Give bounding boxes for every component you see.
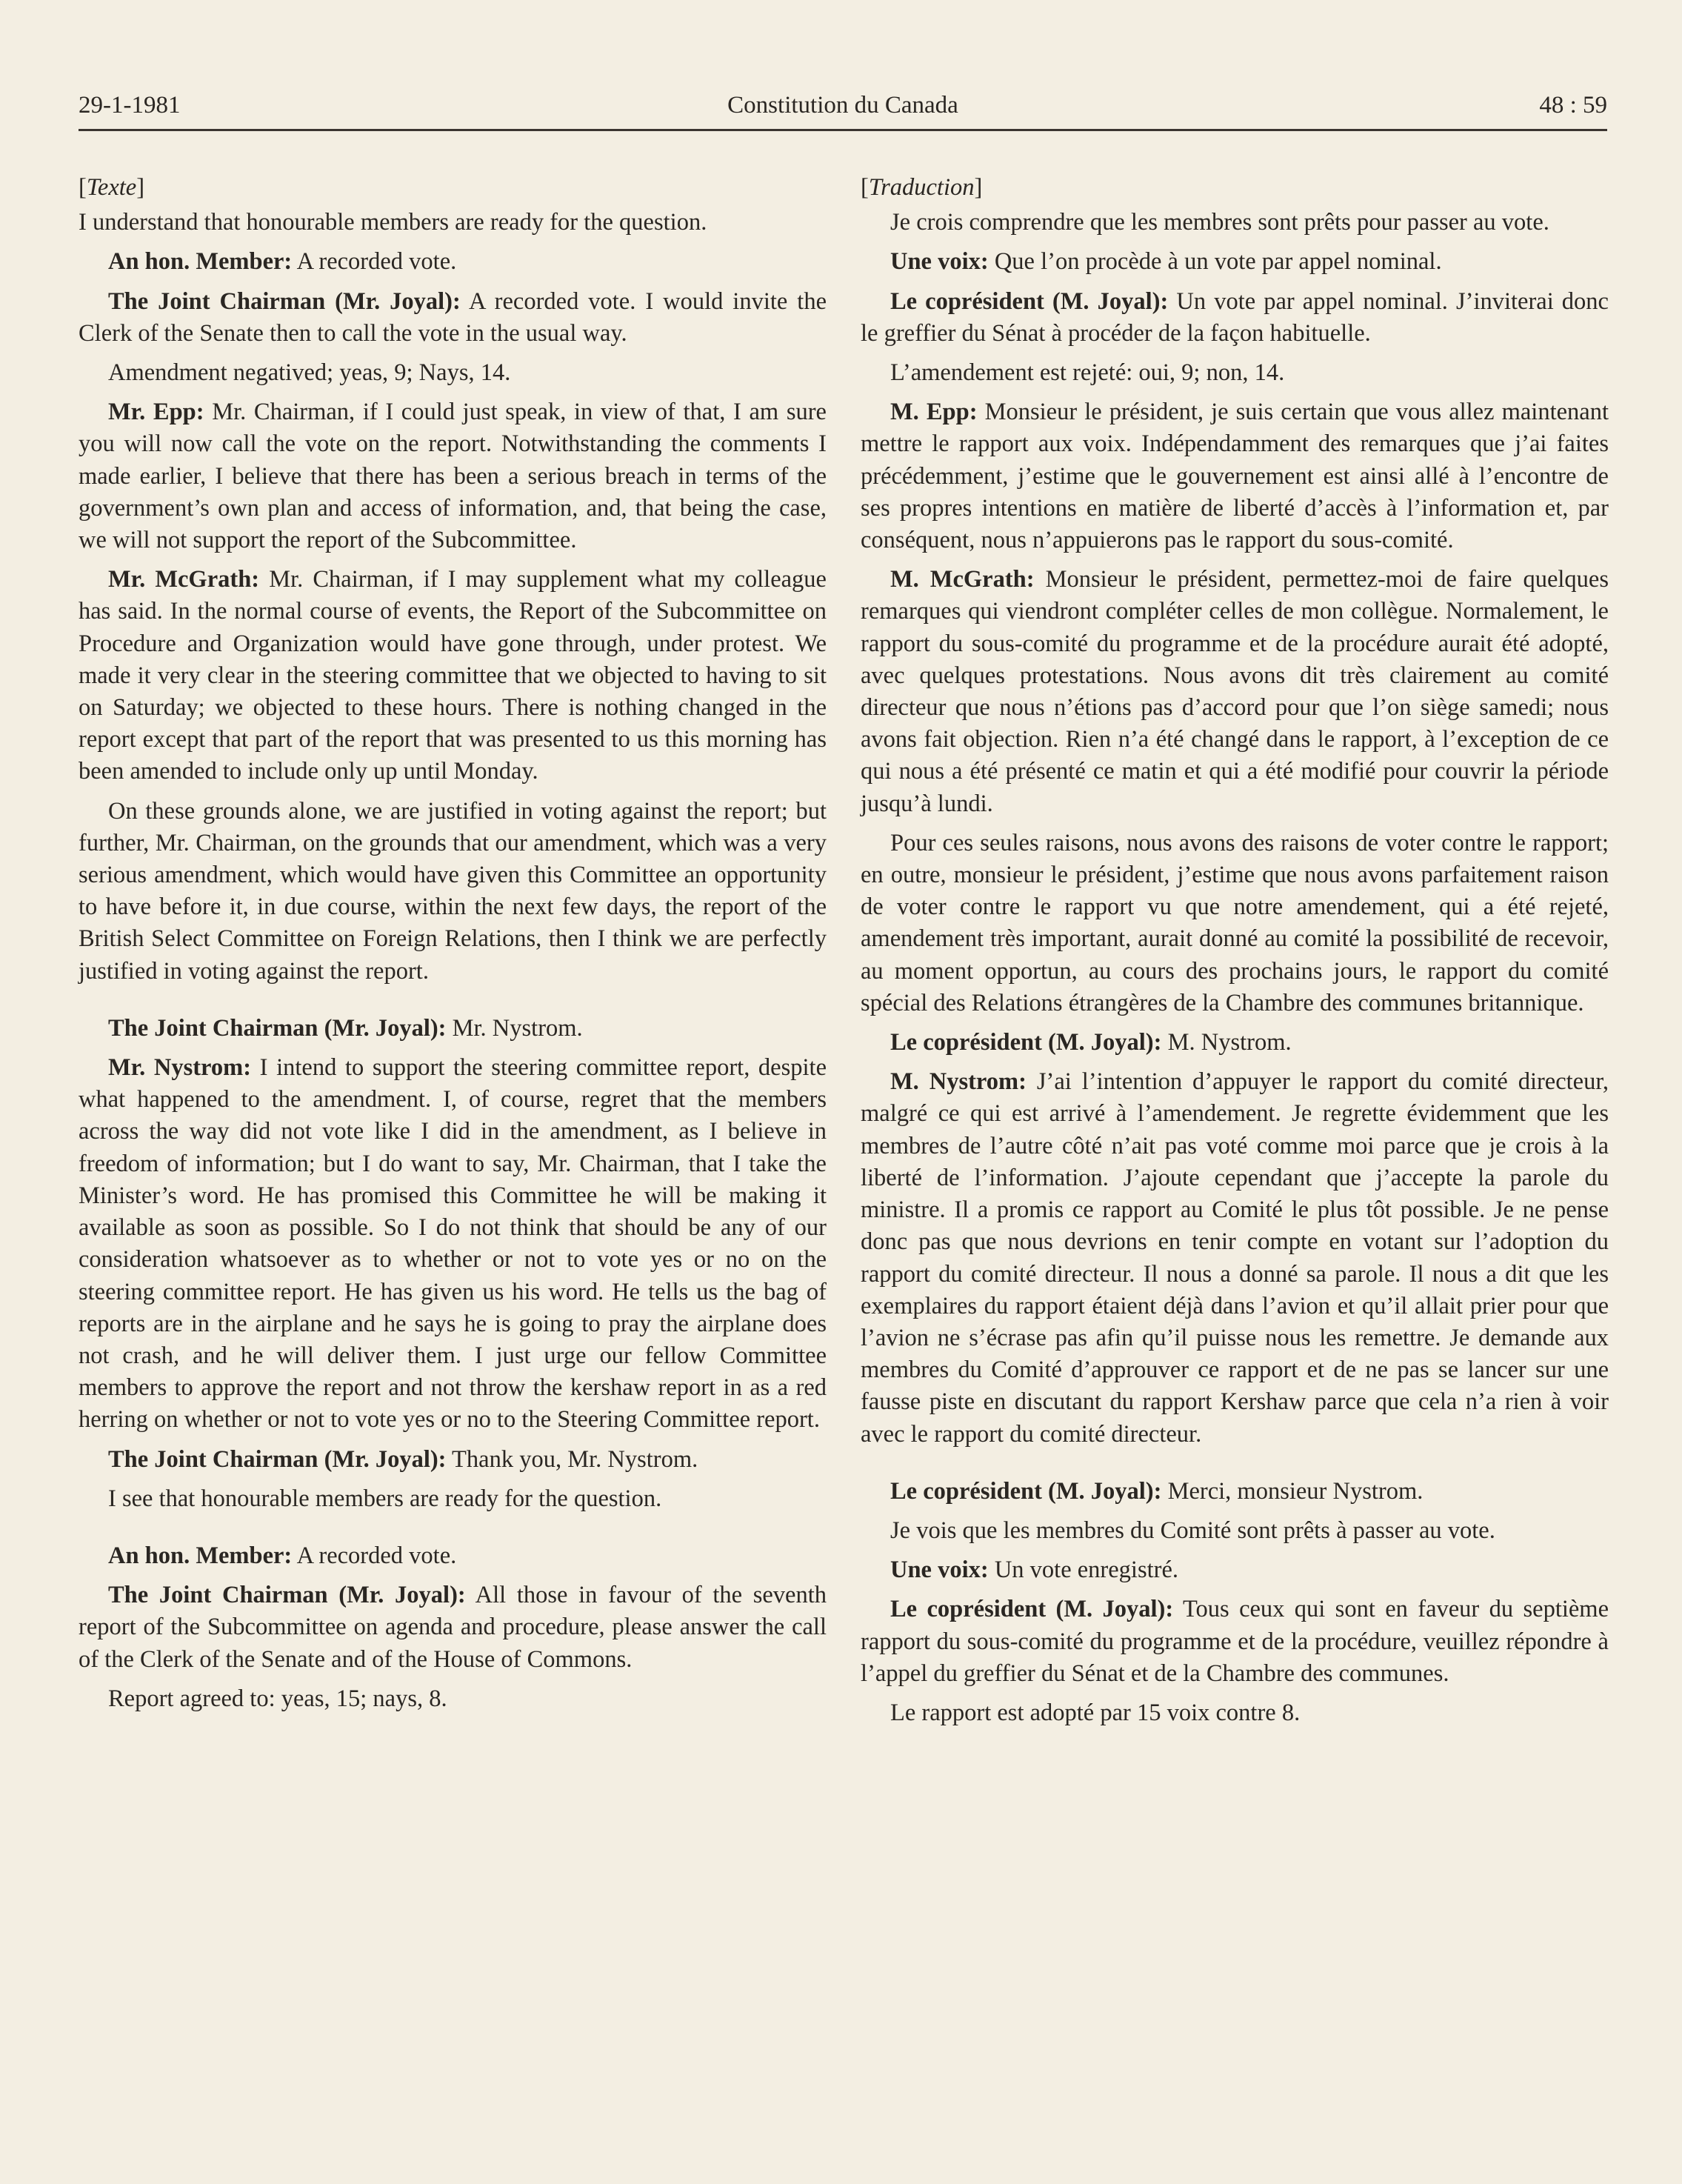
- paragraph: [861, 1027, 1609, 1059]
- page-header: [79, 87, 1607, 126]
- speech-text: Un vote par appel nominal. J’inviterai donc le greffier du Sénat à procéder de la façon habituelle.: [861, 287, 1609, 347]
- speech-text: All those in favour of the seventh report of the Subcommittee on agenda and procedure, please answer the call of the Clerk of the Senate and of the House of Commons.: [79, 1582, 827, 1673]
- speech-text: Monsieur le président, je suis certain que vous allez maintenant mettre le rapport aux voix. Indépendamment des remarques que j’ai faites précédemment, j’estime que le gouvernement est ainsi allé à l’encontre de ses propres intentions en matière de liberté d’accès à l’information et, par conséquent, nous n’appuierons pas le rapport du sous-comité.: [861, 399, 1609, 554]
- paragraph: [861, 1066, 1609, 1450]
- speech-text: Que l’on procède à un vote par appel nominal.: [988, 248, 1442, 276]
- speech-text: I intend to support the steering committee report, despite what happened to the amendment. I, of course, regret that the members across the way did not vote like I did in the amendment, as I believe in freedom of information; but I do want to say, Mr. Chairman, that I take the Minister’s word. He has promised this Committee he will be making it available as soon as possible. So I do not think that should be any of our consideration whatsoever as to whether or not to vote yes or no on the steering committee report. He has given us his word. He tells us the bag of reports are in the airplane and he says he is going to pray the airplane does not crash, and he will deliver them. I just urge our fellow Committee members to approve the report and not throw the kershaw report in as a red herring on whether or not to vote yes or no to the Steering Committee report.: [79, 1054, 827, 1434]
- header-rule: [79, 129, 1607, 131]
- header-page-number: 48 : 59: [1539, 92, 1607, 119]
- speech-text: J’ai l’intention d’appuyer le rapport du comité directeur, malgré ce qui est arrivé à l’amendement. Je regrette évidemment que les membres de l’autre côté n’ait pas voté comme moi parce que je crois à la liberté de l’information. J’ajoute cependant que j’accepte la parole du ministre. Il a promis ce rapport au Comité le plus tôt possible. Je ne pense donc pas que nous devrions en tenir compte en votant sur l’adoption du rapport du comité directeur. Il nous a donné sa parole. Il nous a dit que les exemplaires du rapport étaient déjà dans l’avion et qu’il allait prier pour que l’avion ne s’écrase pas afin qu’il puisse nous les remettre. Je demande aux membres du Comité d’approuver ce rapport et de ne pas se lancer sur une fausse piste en discutant du rapport Kershaw parce que cela n’a rien à voir avec le rapport du comité directeur.: [861, 1068, 1609, 1448]
- speech-text: Monsieur le président, permettez-moi de faire quelques remarques qui viendront compléter celles de mon collègue. Normalement, le rapport du sous-comité du programme et de la procédure aurait été adopté, avec quelques protestations. Nous avons dit très clairement au comité directeur que nous n’étions pas d’accord pour que l’on siège samedi; nous avons fait objection. Rien n’a été changé dans le rapport, à l’exception de ce qui nous a été présenté ce matin et qui a été modifié pour couvrir la période jusqu’à lundi.: [861, 566, 1609, 817]
- speaker-name: M. McGrath:: [890, 566, 1035, 593]
- paragraph: Je vois que les membres du Comité sont prêts à passer au vote.: [890, 1517, 1495, 1544]
- speaker-name: The Joint Chairman (Mr. Joyal):: [108, 287, 461, 315]
- paragraph: [79, 1444, 827, 1476]
- tag-label: Traduction: [868, 174, 975, 201]
- speaker-name: An hon. Member:: [108, 248, 293, 276]
- paragraph: On these grounds alone, we are justified in voting against the report; but further, Mr. Chairman, on the grounds that our amendment, which was a very serious amendment, which would have given this Committee an opportunity to have before it, in due course, within the next few days, the report of the British Select Committee on Foreign Relations, then I think we are perfectly justified in voting against the report.: [79, 797, 827, 985]
- speaker-name: Le coprésident (M. Joyal):: [890, 1477, 1162, 1505]
- paragraph: Pour ces seules raisons, nous avons des raisons de voter contre le rapport; en outre, monsieur le président, j’estime que nous avons parfaitement raison de voter contre le rapport vu que notre amendement, qui a été rejeté, amendement très important, aurait donné au comité la possibilité de recevoir, au moment opportun, au cours des prochains jours, le rapport du comité spécial des Relations étrangères de la Chambre des communes britannique.: [861, 829, 1609, 1016]
- paragraph: [79, 1540, 827, 1572]
- speaker-name: Une voix:: [890, 248, 989, 276]
- speech-text: Mr. Chairman, if I may supplement what my colleague has said. In the normal course of events, the Report of the Subcommittee on Procedure and Organization would have gone through, under protest. We made it very clear in the steering committee that we objected to having to sit on Saturday; we objected to these hours. There is nothing changed in the report except that part of the report that was presented to us this morning has been amended to include only up until Monday.: [79, 566, 827, 785]
- speaker-name: An hon. Member:: [108, 1542, 293, 1569]
- speaker-name: Une voix:: [890, 1557, 989, 1584]
- column-french: [861, 172, 1609, 1737]
- paragraph: [79, 396, 827, 556]
- paragraph: [861, 1476, 1609, 1508]
- header-date: 29-1-1981: [79, 92, 181, 119]
- section-tag: [Traduction]: [861, 174, 983, 201]
- speech-text: Tous ceux qui sont en faveur du septième rapport du sous-comité du programme et de la procédure, veuillez répondre à l’appel du greffier du Sénat et de la Chambre des communes.: [861, 1596, 1609, 1687]
- paragraph: Amendment negatived; yeas, 9; Nays, 14.: [108, 359, 511, 387]
- column-english: [79, 172, 827, 1722]
- speech-text: A recorded vote.: [292, 1542, 457, 1569]
- speaker-name: Le coprésident (M. Joyal):: [890, 1029, 1162, 1056]
- paragraph: [79, 1013, 827, 1045]
- paragraph: [861, 396, 1609, 556]
- tag-label: Texte: [86, 174, 137, 201]
- speaker-name: Le coprésident (M. Joyal):: [890, 287, 1169, 315]
- speaker-name: The Joint Chairman (Mr. Joyal):: [108, 1014, 447, 1042]
- paragraph: Je crois comprendre que les membres sont prêts pour passer au vote.: [890, 209, 1549, 236]
- paragraph: Le rapport est adopté par 15 voix contre 8.: [890, 1699, 1301, 1726]
- paragraph: [861, 1594, 1609, 1690]
- speaker-name: M. Nystrom:: [890, 1068, 1027, 1096]
- speaker-name: Le coprésident (M. Joyal):: [890, 1596, 1174, 1623]
- header-title: Constitution du Canada: [727, 92, 958, 119]
- speech-text: Thank you, Mr. Nystrom.: [446, 1445, 698, 1473]
- paragraph: [79, 564, 827, 788]
- paragraph: [861, 246, 1609, 278]
- paragraph: I understand that honourable members are ready for the question.: [79, 209, 707, 236]
- paragraph: [861, 564, 1609, 820]
- speech-text: Mr. Nystrom.: [446, 1014, 583, 1042]
- speech-text: Mr. Chairman, if I could just speak, in view of that, I am sure you will now call the vote on the report. Notwithstanding the comments I made earlier, I believe that there has been a serious breach in terms of the government’s own plan and access of information, and, that being the case, we will not support the report of the Subcommittee.: [79, 399, 827, 554]
- paragraph: L’amendement est rejeté: oui, 9; non, 14.: [890, 359, 1285, 387]
- speech-text: M. Nystrom.: [1161, 1029, 1292, 1056]
- paragraph: [79, 286, 827, 350]
- speech-text: A recorded vote. I would invite the Clerk of the Senate then to call the vote in the usual way.: [79, 287, 827, 347]
- paragraph: [79, 1052, 827, 1436]
- speaker-name: Mr. Epp:: [108, 399, 204, 426]
- section-tag: [Texte]: [79, 174, 145, 201]
- speaker-name: Mr. McGrath:: [108, 566, 260, 593]
- paragraph: [79, 1579, 827, 1676]
- speaker-name: Mr. Nystrom:: [108, 1054, 252, 1082]
- paragraph: Report agreed to: yeas, 15; nays, 8.: [108, 1685, 447, 1712]
- paragraph: [861, 1554, 1609, 1586]
- paragraph: [861, 286, 1609, 350]
- speech-text: Un vote enregistré.: [988, 1557, 1179, 1584]
- speech-text: A recorded vote.: [292, 248, 457, 276]
- speaker-name: The Joint Chairman (Mr. Joyal):: [108, 1445, 447, 1473]
- speech-text: Merci, monsieur Nystrom.: [1161, 1477, 1424, 1505]
- speaker-name: The Joint Chairman (Mr. Joyal):: [108, 1582, 466, 1609]
- paragraph: [79, 246, 827, 278]
- paragraph: I see that honourable members are ready for the question.: [108, 1485, 662, 1512]
- speaker-name: M. Epp:: [890, 399, 978, 426]
